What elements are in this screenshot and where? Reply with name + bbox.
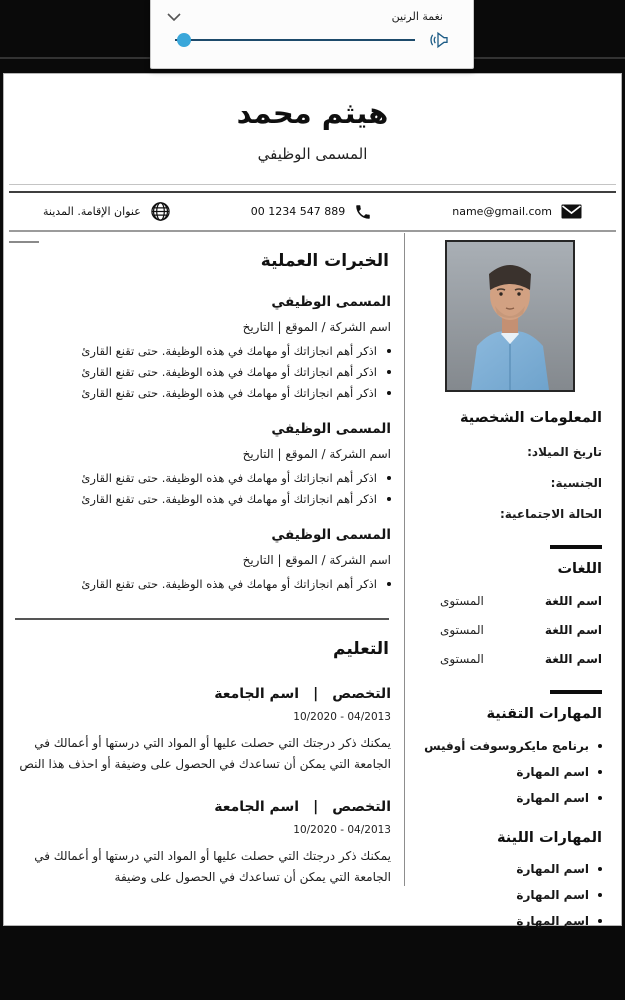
- education-university: اسم الجامعة: [214, 799, 300, 815]
- personal-info-heading: المعلومات الشخصية: [460, 410, 602, 426]
- bullet-dot-icon: [598, 893, 602, 897]
- sidebar-column: [410, 232, 612, 929]
- volume-slider-track[interactable]: [175, 39, 415, 41]
- bullet-dot-icon: [598, 796, 602, 800]
- bullet-dot-icon: [387, 476, 391, 480]
- language-row: اسم اللغة المستوى: [440, 623, 602, 637]
- contact-email: [452, 204, 582, 219]
- job-entry: [13, 526, 391, 592]
- phone-text: 00 1234 547 889: [250, 205, 346, 218]
- job-title: المسمى الوظيفي: [271, 294, 391, 310]
- soft-skills-heading: المهارات اللينة: [496, 829, 602, 846]
- job-title: المسمى الوظيفي: [271, 527, 391, 543]
- candidate-job-title: المسمى الوظيفي: [257, 145, 368, 163]
- languages-heading: اللغات: [557, 561, 602, 577]
- job-company-line: اسم الشركة / الموقع | التاريخ: [242, 553, 391, 567]
- bullet-dot-icon: [598, 744, 602, 748]
- resume-document: [3, 73, 622, 926]
- job-bullet: اذكر أهم انجازاتك أو مهامك في هذه الوظيفة. حتى تقنع القارئ: [13, 576, 391, 592]
- education-description: يمكنك ذكر درجتك التي حصلت عليها أو المواد التي درستها أو أعمالك في الجامعة التي يمكن أن تساعدك في الحصول على وضيفة أو احذف هذا النص: [19, 736, 391, 771]
- address-text: عنوان الإقامة. المدينة: [43, 205, 141, 218]
- profile-photo: [445, 240, 575, 392]
- language-row: اسم اللغة المستوى: [440, 652, 602, 666]
- volume-flyout: [150, 0, 474, 69]
- skill-item: اسم المهارة: [418, 791, 602, 806]
- section-accent-rule: [550, 690, 602, 694]
- field-nationality: الجنسية:: [550, 476, 602, 490]
- column-divider: [404, 233, 405, 886]
- education-major: التخصص: [332, 799, 391, 815]
- bullet-dot-icon: [387, 391, 391, 395]
- job-title: المسمى الوظيفي: [271, 421, 391, 437]
- bullet-dot-icon: [598, 867, 602, 871]
- education-university: اسم الجامعة: [214, 686, 300, 702]
- chevron-down-icon[interactable]: [167, 13, 181, 21]
- bullet-dot-icon: [598, 919, 602, 923]
- pipe-separator: |: [313, 799, 319, 815]
- education-dates: 10/2020 - 04/2013: [293, 824, 391, 836]
- bullet-dot-icon: [387, 582, 391, 586]
- volume-slider[interactable]: [169, 33, 419, 47]
- ringtone-label: نغمة الرنين: [391, 10, 443, 23]
- education-degree-line: [13, 686, 391, 702]
- skill-item: اسم المهارة: [418, 862, 602, 877]
- education-major: التخصص: [332, 686, 391, 702]
- education-heading: التعليم: [333, 639, 389, 659]
- skill-item: برنامج مايكروسوفت أوفيس: [418, 739, 602, 754]
- education-description: يمكنك ذكر درجتك التي حصلت عليها أو المواد التي درستها أو أعمالك في الجامعة التي يمكن أن تساعدك في الحصول على وضيفة: [34, 849, 391, 884]
- education-entry: [13, 686, 391, 775]
- job-bullet: اذكر أهم انجازاتك أو مهامك في هذه الوظيفة. حتى تقنع القارئ: [13, 343, 391, 359]
- contact-bar: [9, 184, 616, 232]
- main-column: [9, 232, 397, 888]
- phone-icon: [354, 203, 372, 221]
- pipe-separator: |: [313, 686, 319, 702]
- experience-heading: الخبرات العملية: [260, 251, 389, 271]
- resume-header: [4, 74, 621, 163]
- bullet-dot-icon: [387, 497, 391, 501]
- speaker-icon[interactable]: [429, 31, 453, 49]
- section-divider: [15, 618, 389, 620]
- envelope-icon: [561, 204, 582, 219]
- bullet-dot-icon: [598, 770, 602, 774]
- language-row: اسم اللغة المستوى: [440, 594, 602, 608]
- education-degree-line: [13, 799, 391, 815]
- volume-slider-thumb[interactable]: [177, 33, 191, 47]
- skill-item: اسم المهارة: [418, 765, 602, 780]
- skill-item: اسم المهارة: [418, 914, 602, 929]
- job-entry: [13, 420, 391, 507]
- job-entry: [13, 293, 391, 401]
- email-text: name@gmail.com: [452, 205, 552, 218]
- bullet-dot-icon: [387, 370, 391, 374]
- job-bullet: اذكر أهم انجازاتك أو مهامك في هذه الوظيفة. حتى تقنع القارئ: [13, 491, 391, 507]
- skill-item: اسم المهارة: [418, 888, 602, 903]
- field-birth-date: تاريخ الميلاد:: [527, 445, 602, 459]
- globe-icon: [150, 201, 171, 222]
- candidate-name: هيثم محمد: [236, 96, 389, 130]
- job-bullet: اذكر أهم انجازاتك أو مهامك في هذه الوظيفة. حتى تقنع القارئ: [13, 385, 391, 401]
- job-bullet: اذكر أهم انجازاتك أو مهامك في هذه الوظيفة. حتى تقنع القارئ: [13, 470, 391, 486]
- field-marital-status: الحالة الاجتماعية:: [499, 507, 602, 521]
- job-bullet: اذكر أهم انجازاتك أو مهامك في هذه الوظيفة. حتى تقنع القارئ: [13, 364, 391, 380]
- job-company-line: اسم الشركة / الموقع | التاريخ: [242, 447, 391, 461]
- section-accent-rule: [550, 545, 602, 549]
- education-entry: [13, 799, 391, 888]
- contact-address: [43, 201, 171, 222]
- contact-phone: [251, 203, 372, 221]
- job-company-line: اسم الشركة / الموقع | التاريخ: [242, 320, 391, 334]
- technical-skills-heading: المهارات التقنية: [486, 706, 602, 722]
- education-dates: 10/2020 - 04/2013: [293, 711, 391, 723]
- bullet-dot-icon: [387, 349, 391, 353]
